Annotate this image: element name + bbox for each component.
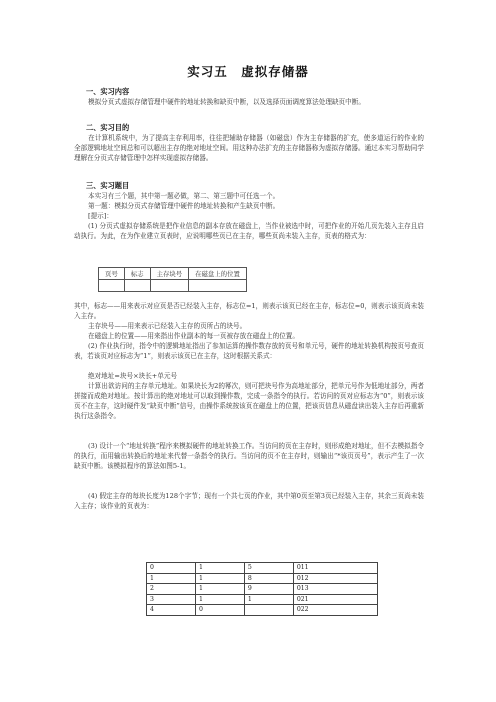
document-title: 实习五 虚拟存储器 [187, 64, 309, 79]
table-cell: 0 [195, 605, 244, 616]
section-3-p4 [74, 221, 424, 241]
table-cell: 011 [293, 563, 377, 574]
section-3-p9 [74, 371, 424, 381]
table-cell: 021 [293, 594, 377, 605]
table-cell: 1 [195, 563, 244, 574]
section-3-p8 [74, 341, 424, 361]
section-3-p11 [74, 441, 424, 471]
table-cell [124, 280, 150, 292]
section-3-p12 [74, 491, 424, 511]
table-row [147, 584, 378, 595]
table-cell: 0 [147, 563, 196, 574]
table-cell: 012 [293, 573, 377, 584]
section-3-p6 [74, 321, 424, 331]
table-cell: 022 [293, 605, 377, 616]
table-row [147, 594, 378, 605]
section-3-text-8: (2) 作业执行时，指令中的逻辑地址指出了参加运算的操作数存放的页号和单元号，硬件的地址转换机构按页号查页表，若该页对应标志为“1”，则表示该页已在主存，这时根据关系式： [74, 342, 424, 360]
table-row [147, 573, 378, 584]
section-3-text-5: 其中，标志——用来表示对应页是否已经装入主存，标志位=1，则表示该页已经在主存，标志位=0，则表示该页尚未装入主存。 [74, 302, 424, 320]
section-3-text-1: 本实习有三个题，其中第一题必做，第二、第三题中可任选一个。 [88, 192, 280, 200]
section-3-text-12: (4) 假定主存的每块长度为128个字节；现有一个共七页的作业，其中第0页至第3页已经装入主存，其余三页尚未装入主存；该作业的页表为： [74, 492, 424, 510]
table-cell: 3 [147, 594, 196, 605]
section-1-text: 模拟分页式虚拟存储管理中硬件的地址转换和缺页中断，以及选择页面调度算法处理缺页中断。 [88, 98, 365, 106]
table-cell: 1 [195, 573, 244, 584]
table-cell: 1 [147, 573, 196, 584]
format-header-block-no: 主存块号 [150, 268, 189, 280]
section-3-text-3: [提示]： [88, 212, 113, 220]
section-2-heading: 二、实习目的 [86, 123, 130, 132]
table-cell [150, 280, 189, 292]
format-header-page-no: 页号 [99, 268, 125, 280]
table-cell: 013 [293, 584, 377, 595]
table-cell: 1 [195, 594, 244, 605]
table-cell: 8 [244, 573, 293, 584]
section-3-p5 [74, 301, 424, 321]
section-3-text-7: 在磁盘上的位置——用来指出作业副本的每一页被存放在磁盘上的位置。 [88, 332, 299, 340]
page-table-format [98, 267, 247, 292]
table-cell: 1 [244, 594, 293, 605]
section-2-paragraph [74, 133, 424, 163]
table-cell: 9 [244, 584, 293, 595]
job-page-table [146, 562, 378, 616]
table-cell: 5 [244, 563, 293, 574]
table-cell [189, 280, 247, 292]
section-1-paragraph [74, 97, 424, 107]
section-3-p1 [74, 191, 424, 201]
section-1-heading: 一、实习内容 [86, 87, 130, 96]
format-header-flag: 标志 [124, 268, 150, 280]
section-3-text-6: 主存块号——用来表示已经装入主存的页所占的块号。 [88, 322, 247, 330]
section-2-text: 在计算机系统中，为了提高主存利用率，往往把辅助存储器（如磁盘）作为主存储器的扩充，使多道运行的作业的全部逻辑地址空间总和可以超出主存的绝对地址空间。用这种办法扩充的主存储器称为虚拟存储器。通过本实习帮助同学理解在分页式存储管理中怎样实现虚拟存储器。 [74, 134, 424, 162]
table-row [99, 268, 247, 280]
section-3-text-2: 第一题：模拟分页式存储管理中硬件的地址转换和产生缺页中断。 [88, 202, 280, 210]
section-3-heading: 三、实习题目 [86, 181, 130, 190]
table-cell: 2 [147, 584, 196, 595]
table-cell: 1 [195, 584, 244, 595]
section-3-p7 [74, 331, 424, 341]
table-cell [244, 605, 293, 616]
section-3-p10 [74, 381, 424, 421]
table-cell: 4 [147, 605, 196, 616]
table-row [147, 605, 378, 616]
address-formula: 绝对地址=块号×块长+单元号 [88, 372, 178, 380]
table-row [99, 280, 247, 292]
table-cell [99, 280, 125, 292]
section-3-p2 [74, 201, 424, 211]
section-3-text-11: (3) 设计一个“地址转换”程序来模拟硬件的地址转换工作。当访问的页在主存时，则形成绝对地址，但不去模拟指令的执行，而用输出转换后的地址来代替一条指令的执行。当访问的页不在主存时，则输出“*该页页号”，表示产生了一次缺页中断。该模拟程序的算法如图5-1。 [74, 442, 424, 470]
section-3-p3 [74, 211, 424, 221]
table-row [147, 563, 378, 574]
format-header-disk-location: 在磁盘上的位置 [189, 268, 247, 280]
section-3-text-4: (1) 分页式虚拟存储系统是把作业信息的副本存放在磁盘上，当作业被选中时，可把作业的开始几页先装入主存且启动执行。为此，在为作业建立页表时，应说明哪些页已在主存，哪些页尚未装入主存，页表的格式为： [74, 222, 424, 240]
section-3-text-10: 计算出欲访问的主存单元地址。如果块长为2的幂次，则可把块号作为高地址部分，把单元号作为低地址部分，两者拼接而成绝对地址。按计算出的绝对地址可以取到操作数，完成一条指令的执行。若访问的页对应标志为“0”，则表示该页不在主存，这时硬件发“缺页中断”信号，由操作系统按该页在磁盘上的位置，把该页信息从磁盘读出装入主存后再重新执行这条指令。 [74, 382, 424, 420]
